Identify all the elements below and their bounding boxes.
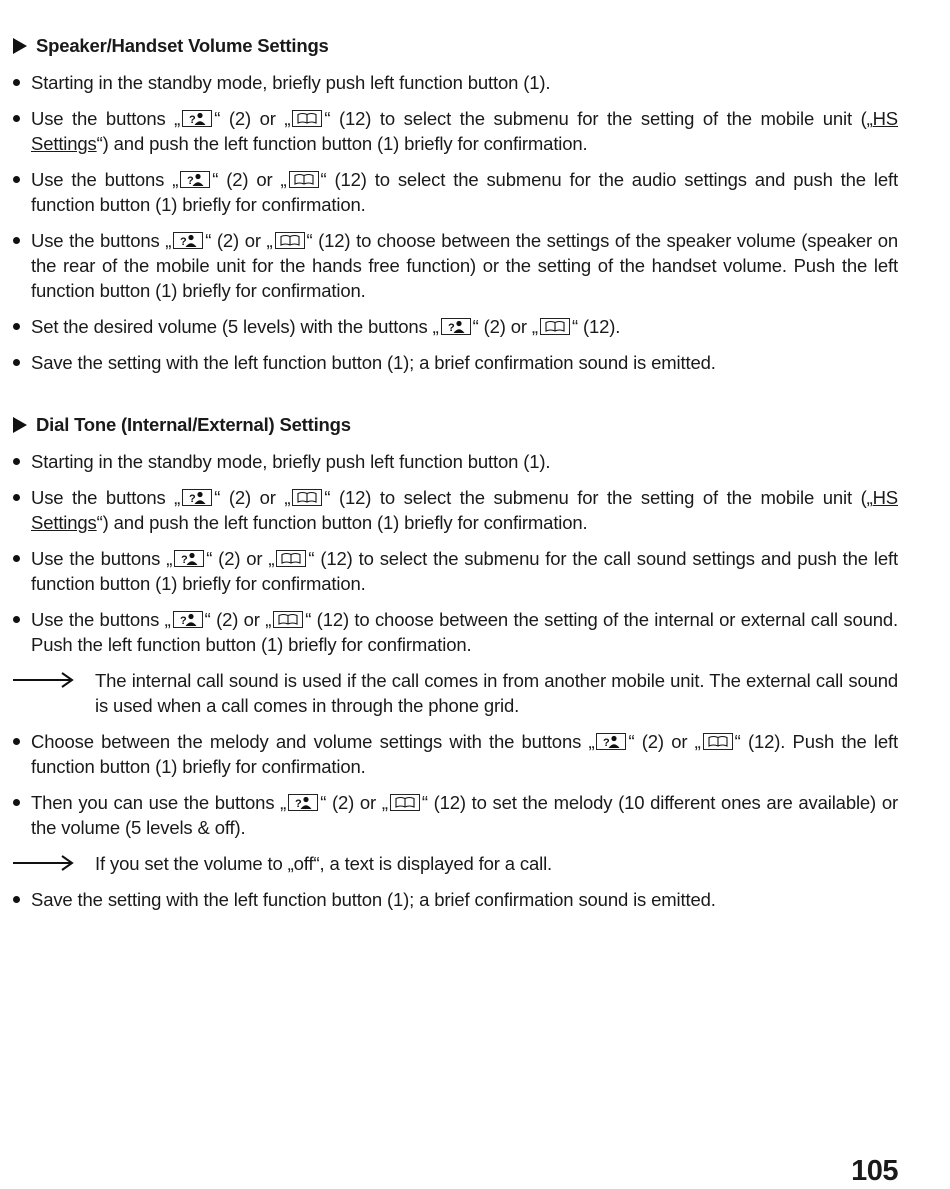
svg-text:?: ? bbox=[187, 175, 194, 187]
instruction-text: Use the buttons „ bbox=[31, 230, 172, 251]
instruction-text: The internal call sound is used if the call comes in from another mobile unit. The external call sound is used when a call comes in through the phone grid. bbox=[95, 670, 898, 716]
instruction-text: “ (12). Push the left function button (1) briefly for confirmation. bbox=[31, 731, 898, 777]
list-item bbox=[13, 449, 898, 474]
svg-text:?: ? bbox=[447, 322, 455, 334]
instruction-text: “ (2) or „ bbox=[320, 792, 388, 813]
bullet-icon bbox=[13, 896, 20, 903]
instruction-text: “ (2) or „ bbox=[214, 108, 291, 129]
svg-text:?: ? bbox=[180, 236, 187, 248]
instruction-text: “ (2) or „ bbox=[628, 731, 701, 752]
triangle-marker-icon bbox=[13, 38, 27, 54]
book-button-icon bbox=[390, 794, 420, 811]
book-button-icon bbox=[276, 550, 306, 567]
phonebook-button-icon bbox=[288, 794, 318, 811]
bullet-icon bbox=[13, 458, 20, 465]
instruction-text: “ (12) to select the submenu for the setting of the mobile unit („ bbox=[324, 108, 873, 129]
list-item bbox=[13, 485, 898, 535]
list-item bbox=[13, 607, 898, 657]
instruction-text: Then you can use the buttons „ bbox=[31, 792, 287, 813]
bullet-icon bbox=[13, 494, 20, 501]
book-button-icon bbox=[703, 733, 733, 750]
instruction-text: “ (2) or „ bbox=[204, 609, 272, 630]
instruction-text: Choose between the melody and volume settings with the buttons „ bbox=[31, 731, 595, 752]
bullet-icon bbox=[13, 176, 20, 183]
instruction-text: “ (2) or „ bbox=[214, 487, 291, 508]
phonebook-button-icon bbox=[441, 318, 471, 335]
instruction-text: “ (2) or „ bbox=[212, 169, 287, 190]
instruction-text: Use the buttons „ bbox=[31, 169, 179, 190]
instruction-text: Starting in the standby mode, briefly push left function button (1). bbox=[31, 72, 551, 93]
phonebook-button-icon bbox=[182, 489, 212, 506]
list-item bbox=[13, 887, 898, 912]
instruction-text: Save the setting with the left function button (1); a brief confirmation sound is emitted. bbox=[31, 352, 716, 373]
section-heading bbox=[13, 413, 898, 437]
bullet-icon bbox=[13, 115, 20, 122]
svg-text:?: ? bbox=[603, 737, 611, 749]
instruction-text: Starting in the standby mode, briefly push left function button (1). bbox=[31, 451, 551, 472]
instruction-text: Use the buttons „ bbox=[31, 609, 171, 630]
instruction-text: “ (12) to select the submenu for the call sound settings and push the left function button (1) briefly for confirmation. bbox=[31, 548, 898, 594]
page-number: 105 bbox=[851, 1155, 898, 1187]
phonebook-button-icon bbox=[596, 733, 626, 750]
arrow-right-icon bbox=[13, 854, 75, 872]
list-item bbox=[13, 729, 898, 779]
section-dial-tone-settings bbox=[13, 413, 898, 923]
note-item bbox=[13, 851, 898, 876]
instruction-text: “ (2) or „ bbox=[206, 548, 275, 569]
instruction-list bbox=[13, 70, 898, 375]
list-item bbox=[13, 167, 898, 217]
book-button-icon bbox=[275, 232, 305, 249]
instruction-text: “ (2) or „ bbox=[205, 230, 273, 251]
section-heading-text: Dial Tone (Internal/External) Settings bbox=[36, 414, 351, 435]
phonebook-button-icon bbox=[180, 171, 210, 188]
instruction-text: If you set the volume to „off“, a text is displayed for a call. bbox=[95, 853, 553, 874]
instruction-text: Use the buttons „ bbox=[31, 548, 173, 569]
list-item bbox=[13, 228, 898, 303]
phonebook-button-icon bbox=[173, 611, 203, 628]
instruction-text: “ (12) to set the melody (10 different ones are available) or the volume (5 levels & off). bbox=[31, 792, 898, 838]
list-item bbox=[13, 314, 898, 339]
bullet-icon bbox=[13, 359, 20, 366]
instruction-text: “) and push the left function button (1) briefly for confirmation. bbox=[96, 133, 588, 154]
book-button-icon bbox=[292, 110, 322, 127]
list-item bbox=[13, 790, 898, 840]
instruction-text: “ (12). bbox=[571, 316, 621, 337]
bullet-icon bbox=[13, 323, 20, 330]
instruction-list bbox=[13, 449, 898, 912]
svg-text:?: ? bbox=[179, 615, 187, 627]
triangle-marker-icon bbox=[13, 417, 27, 433]
instruction-text: “) and push the left function button (1) briefly for confirmation. bbox=[96, 512, 588, 533]
instruction-text: “ (12) to choose between the settings of the speaker volume (speaker on the rear of the mobile unit for the hands free function) or the setting of the handset volume. Push the left function button (1) briefly for confirmation. bbox=[31, 230, 898, 301]
bullet-icon bbox=[13, 237, 20, 244]
book-button-icon bbox=[292, 489, 322, 506]
book-button-icon bbox=[540, 318, 570, 335]
list-item bbox=[13, 546, 898, 596]
svg-text:?: ? bbox=[189, 493, 196, 505]
svg-text:?: ? bbox=[189, 114, 196, 126]
instruction-text: Set the desired volume (5 levels) with the buttons „ bbox=[31, 316, 439, 337]
list-item bbox=[13, 70, 898, 95]
bullet-icon bbox=[13, 799, 20, 806]
instruction-text: Use the buttons „ bbox=[31, 487, 181, 508]
instruction-text: Use the buttons „ bbox=[31, 108, 181, 129]
bullet-icon bbox=[13, 555, 20, 562]
instruction-text: “ (2) or „ bbox=[472, 316, 538, 337]
section-heading-text: Speaker/Handset Volume Settings bbox=[36, 35, 329, 56]
instruction-text: “ (12) to select the submenu for the audio settings and push the left function button (1) briefly for confirmation. bbox=[31, 169, 898, 215]
instruction-text: “ (12) to select the submenu for the setting of the mobile unit („ bbox=[324, 487, 873, 508]
list-item bbox=[13, 106, 898, 156]
instruction-text: Save the setting with the left function button (1); a brief confirmation sound is emitted. bbox=[31, 889, 716, 910]
svg-text:?: ? bbox=[181, 554, 188, 566]
menu-name-text: HS Settings bbox=[31, 487, 898, 533]
phonebook-button-icon bbox=[182, 110, 212, 127]
section-speaker-handset-volume bbox=[13, 34, 898, 386]
book-button-icon bbox=[273, 611, 303, 628]
svg-text:?: ? bbox=[295, 798, 302, 810]
bullet-icon bbox=[13, 79, 20, 86]
instruction-text: “ (12) to choose between the setting of the internal or external call sound. Push the left function button (1) briefly for confirmation. bbox=[31, 609, 898, 655]
phonebook-button-icon bbox=[173, 232, 203, 249]
bullet-icon bbox=[13, 616, 20, 623]
note-item bbox=[13, 668, 898, 718]
arrow-right-icon bbox=[13, 671, 75, 689]
book-button-icon bbox=[289, 171, 319, 188]
bullet-icon bbox=[13, 738, 20, 745]
section-heading bbox=[13, 34, 898, 58]
phonebook-button-icon bbox=[174, 550, 204, 567]
list-item bbox=[13, 350, 898, 375]
menu-name-text: HS Settings bbox=[31, 108, 898, 154]
